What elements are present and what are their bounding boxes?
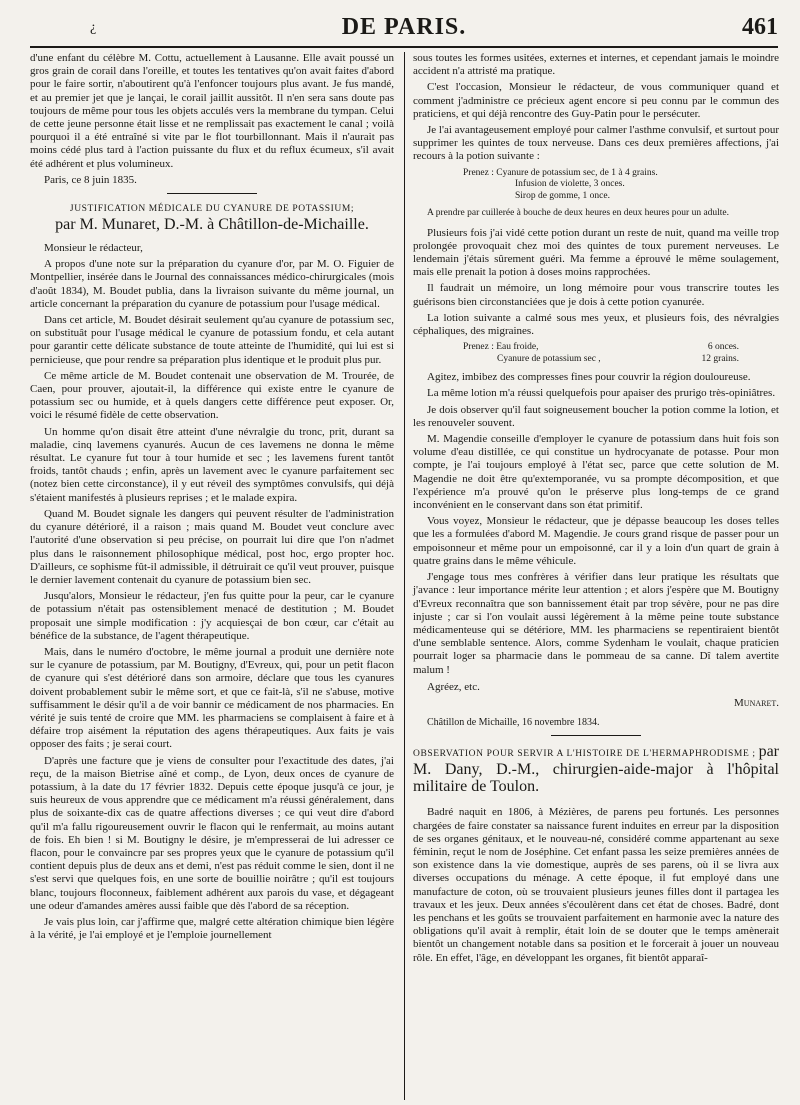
salutation: Monsieur le rédacteur, — [44, 242, 143, 255]
signature: Munaret. — [734, 696, 779, 709]
page-title: DE PARIS. — [341, 14, 467, 40]
paragraph: Plusieurs fois j'ai vidé cette potion durant un reste de nuit, quand ma veille trop prolongée provoquait chez moi des quintes de toux purement nerveuses. Le lendemain j'étais sûrement guéri. Ma femme a éprouvé le même soulagement, mais elle prenait la potion à doses moins rapprochées. — [413, 226, 779, 279]
article2-title-line2: par M. Dany, D.-M., chirurgien-aide-major à l'hôpital militaire de Toulon. — [413, 743, 780, 796]
paragraph: Dans cet article, M. Boudet désirait seulement qu'au cyanure de potassium sec, on substituât pour l'usage médical le cyanure de potassium fondu, et cela autant pour garantir cette délicate substance de toute atteinte de l'humidité, qui lui est si pernicieuse, que pour rendre sa préparation plus identique et le produit plus pur. — [30, 314, 394, 366]
recipe-line: Infusion de violette, 3 onces. — [515, 179, 625, 190]
paragraph: J'engage tous mes confrères à vérifier dans leur pratique les résultats que j'avance : leur importance mérite leur attention ; et alors j'espère que M. Boutigny d'Evreux reconnaîtra que son bannissement était par trop sévère, pour ne pas dire injuste ; car si l'on voulait aussi légèrement à la même peine toute substance médicamenteuse qui se détériore, MM. les pharmaciens se repentiraient bientôt d'une semblable sentence. Alors, comme Sydenham le voulait, chaque praticien pourrait loger sa pharmacie dans le pommeau de sa canne. Dî talem avertite malum ! — [413, 571, 779, 676]
paragraph: Ce même article de M. Boudet contenait une observation de M. Trourée, de Caen, pour prouver, ajoutait-il, la différence qui existe entre le cyanure de potassium sec ou humide, et à quels dangers cette différence peut exposer. Or, voici le résumé fidèle de cette observation. — [30, 369, 394, 422]
recipe-dose: 6 onces. — [707, 342, 739, 353]
paragraph: Je dois observer qu'il faut soigneusement boucher la potion comme la lotion, et les renouveler souvent. — [413, 403, 779, 429]
recipe-note: A prendre par cuillerée à bouche de deux heures en deux heures pour un adulte. — [427, 208, 730, 219]
recipe-potion — [463, 168, 779, 203]
paragraph: Mais, dans le numéro d'octobre, le même journal a produit une dernière note sur le cyanure de potassium, par M. Boutigny, d'Evreux, qui, pour un petit flacon de cyanure qui s'est détérioré dans son armoire, déclare que tous les cyanures doivent probablement subir le même sort, et que ce fait-là, s'il ne s'abuse, motive suffisamment le désir qu'il a de voir bannir ce médicament de nos pharmacies. En vérité je suis tenté de croire que MM. les pharmaciens se complaisent à faire et à défaire trop aisément la réputation des agens thérapeutiques. Aux faits je vais opposer des faits ; je serai court. — [30, 645, 394, 751]
left-column — [30, 52, 394, 945]
paragraph: Quand M. Boudet signale les dangers qui peuvent résulter de l'administration du cyanure détérioré, il a raison ; mais quand M. Boudet veut conclure avec l'autorité d'une observation si peu précise, on pourrait lui dire que l'on n'admet plus dans le raisonnement philosophique médical, post hoc, ergo propter hoc. D'ailleurs, ce sophisme fût-il admissible, il détruirait ce qu'il veut prouver, puisque le dernier lavement contenait du cyanure de potassium bien sec. — [30, 507, 394, 586]
closing: Agréez, etc. — [427, 680, 480, 693]
header-mark: ¿ — [90, 20, 97, 35]
paragraph: M. Magendie conseille d'employer le cyanure de potassium dans huit fois son volume d'eau distillée, ce qui constitue un hydrocyanate de potasse. Pour mon compte, je l'ai toujours employé à l'état sec, parce que cette solution de M. Magendie ne doit être qu'extemporanée, vu sa prompte décomposition, et que l'expérience m'a prouvé qu'on le préserve plus long-temps de ce grand inconvénient en le conservant dans son état primitif. — [413, 433, 779, 512]
page-header — [30, 12, 778, 48]
paragraph: Il faudrait un mémoire, un long mémoire pour vous transcrire toutes les guérisons bien circonstanciées que je dois à cette potion cyanurée. — [413, 282, 779, 308]
article2-title — [413, 744, 779, 796]
recipe-line: Prenez : Cyanure de potassium sec, de 1 à 4 grains. — [463, 167, 658, 178]
paragraph: D'après une facture que je viens de consulter pour l'exactitude des dates, j'ai reçu, de la maison Bietrise aîné et comp., de Lyon, deux onces de cyanure de potassium, à la date du 17 février 1832. Depuis cette époque jusqu'à ce jour, je suis heureux de vous apprendre que ce médicament m'a réussi généralement, dans plus de soixante-dix cas de quatre affections diverses ; ce qui veut dire d'abord qu'il m'a fallu rigoureusement ouvrir le flacon qui le renfermait, au moins autant de fois. Eh bien ! si M. Boutigny le désire, je m'empresserai de lui adresser ce flacon, pour le convaincre par ses propres yeux que le cyanure de potassium qu'il contient depuis plus de deux ans et demi, n'est pas réduit comme le sien, dont il ne s'est servi que quelques fois, en une sorte de bouillie noirâtre ; qu'il est toujours blanc, toujours floconneux, faiblement adhérent aux parois du vase, et dégageant une odeur d'amandes amères aussi faible que dès l'abord de sa réception. — [30, 754, 394, 912]
paragraph: A propos d'une note sur la préparation du cyanure d'or, par M. O. Figuier de Montpellier, insérée dans le Journal des connaissances médico-chirurgicales (mois d'août 1834), M. Boudet publia, dans la livraison suivante du même journal, un article concernant la préparation du cyanure de potassium pour l'usage médical. — [30, 258, 394, 310]
recipe-row — [413, 342, 779, 354]
paragraph: La même lotion m'a réussi quelquefois pour apaiser des prurigo très-opiniâtres. — [427, 387, 776, 400]
paragraph: Vous voyez, Monsieur le rédacteur, que je dépasse beaucoup les doses telles que les a formulées d'abord M. Magendie. Je cours grand risque de passer pour un empoisonneur et même pour un empoisonné, car il y a loin d'un quart de grain à quatre grains dans le même véhicule. — [413, 515, 779, 567]
right-column — [413, 52, 779, 968]
place-date: Châtillon de Michaille, 16 novembre 1834. — [427, 717, 600, 729]
paragraph: Jusqu'alors, Monsieur le rédacteur, j'en fus quitte pour la peur, car le cyanure de potassium n'était pas ostensiblement menacé de destitution ; M. Boudet proposait une simple modification : j'y acquiesçai de bon cœur, car c'était au bénéfice de la substance, de l'agent thérapeutique. — [30, 590, 394, 642]
article-title — [30, 202, 394, 232]
article2-title-line1: OBSERVATION POUR SERVIR A L'HISTOIRE DE L'HERMAPHRODISME ; — [413, 749, 756, 760]
continued-paragraph: d'une enfant du célèbre M. Cottu, actuellement à Lausanne. Elle avait poussé un gros grain de corail dans l'oreille, et toutes les tentatives qu'on avait faites d'abord pour le faire sortir, n'aboutirent qu'à l'enfoncer toujours plus avant. Je fus mandé, et au premier jet que je lançai, le corail jaillit aussitôt. Il n'en sera sans doute pas toujours de même pour tous les objets acculés vers la membrane du tympan. Celui de cette jeune personne était lisse et ne remplissait pas exactement le canal ; voilà pourquoi il a été entraîné si vite par le flot tourbillonnant. Mais il n'aurait pas moins cédé plus tard à l'action puissante du flux et du reflux écumeux, s'il avait été adhérent et plus volumineux. — [30, 52, 394, 170]
recipe-dose: 12 grains. — [701, 353, 739, 364]
paragraph: Agitez, imbibez des compresses fines pour couvrir la région douloureuse. — [427, 371, 751, 384]
column-divider — [404, 52, 405, 1100]
continued-paragraph: sous toutes les formes usitées, externes et internes, et cependant jamais le moindre accident n'a attristé ma pratique. — [413, 52, 779, 78]
recipe-ingredient: Prenez : Eau froide, — [463, 342, 539, 353]
paragraph: Je vais plus loin, car j'affirme que, malgré cette altération chimique bien légère à la vérité, je l'ai employé et je l'emploie journellement — [30, 915, 394, 942]
paragraph: Un homme qu'on disait être atteint d'une névralgie du tronc, prit, durant sa maladie, cinq lavemens cyanurés. Aucun de ces lavemens ne donna le même résultat. Le cyanure fut tour à tour humide et sec ; les lavemens furent tantôt froids, tantôt chauds ; enfin, après un lavement avec le cyanure parfaitement sec (notez bien cette circonstance), il y eut réveil des symptômes convulsifs, qui déjà s'étaient manifestés à plusieurs reprises ; et le malade expira. — [30, 425, 394, 504]
recipe-lotion — [413, 342, 779, 365]
article-title-line1: JUSTIFICATION MÉDICALE DU CYANURE DE POTASSIUM; — [69, 204, 355, 215]
continued-date: Paris, ce 8 juin 1835. — [44, 173, 137, 186]
page-number: 461 — [742, 14, 778, 40]
article-title-line2: par M. Munaret, D.-M. à Châtillon-de-Michaille. — [55, 216, 369, 234]
recipe-line: Sirop de gomme, 1 once. — [515, 190, 610, 201]
recipe-ingredient: Cyanure de potassium sec , — [497, 353, 601, 364]
paragraph: Je l'ai avantageusement employé pour calmer l'asthme convulsif, et surtout pour supprimer les quintes de toux nerveuse. Dans ces deux premières affections, j'ai recours à la potion suivante : — [413, 124, 779, 163]
recipe-row — [413, 354, 779, 366]
paragraph: C'est l'occasion, Monsieur le rédacteur, de vous communiquer quand et comment j'administre ce précieux agent encore si peu connu par le commun des praticiens, et qui déjà rencontre des Guy-Patin pour le persécuter. — [413, 81, 779, 120]
article-separator — [551, 735, 641, 736]
paragraph: Badré naquit en 1806, à Mézières, de parens peu fortunés. Les personnes chargées de faire constater sa naissance furent induites en erreur par la disposition de ses organes génitaux, et le nouveau-né, considéré comme appartenant au sexe féminin, reçut le nom de Joséphine. Cet enfant passa les seize premières années de son existence dans la vie domestique, auprès de ses parens, où il se livra aux diverses occupations du ménage. A cette époque, il fut employé dans une manufacture de coton, où se trouvaient plusieurs jeunes filles dont il partagea les travaux et les jeux. Deux années s'écoulèrent dans cet état de choses. Badré, dont les penchans et les goûts se trouvaient parfaitement en harmonie avec la nature des obligations qu'il avait à remplir, était loin de se douter que le temps amènerait bientôt un changement notable dans sa position et le forcerait à jouer un nouveau rôle. En effet, l'âge, en développant les organes, fit bientôt apparaî- — [413, 806, 779, 964]
paragraph: La lotion suivante a calmé sous mes yeux, et plusieurs fois, des névralgies céphaliques, des migraines. — [413, 311, 779, 338]
article-separator — [167, 193, 257, 194]
